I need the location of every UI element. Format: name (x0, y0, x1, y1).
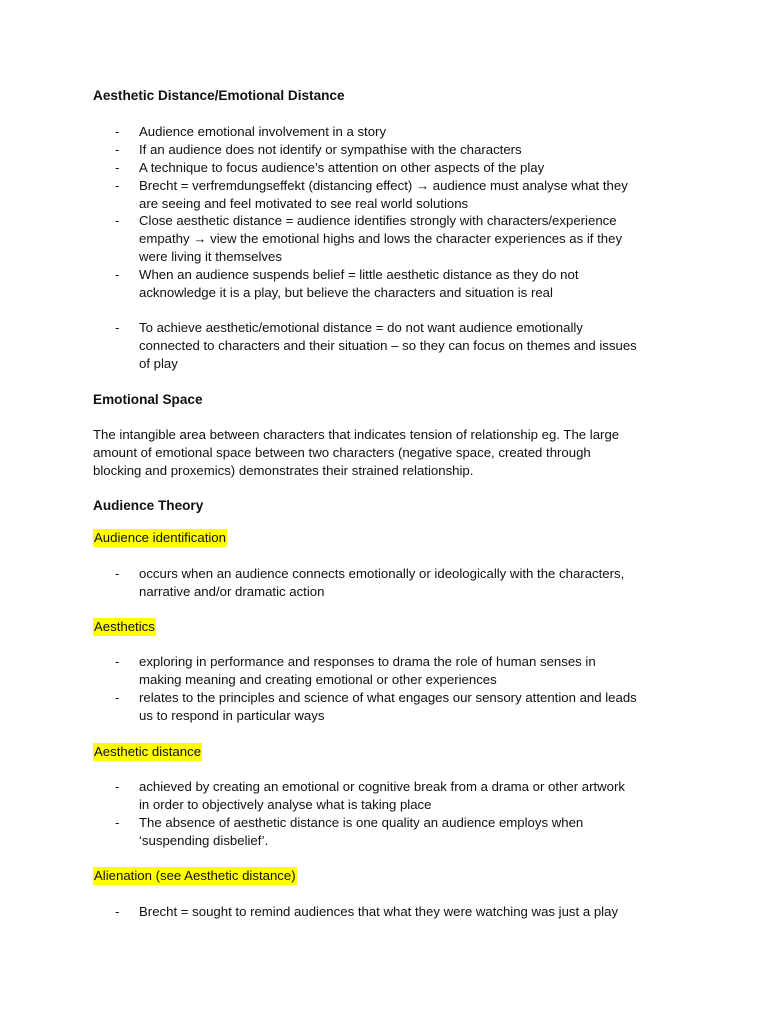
bullet-dash: - (115, 142, 120, 157)
bullet-text: The absence of aesthetic distance is one quality an audience employs when (139, 815, 584, 830)
bullet-dash: - (115, 178, 120, 193)
bullet-text: relates to the principles and science of what engages our sensory attention and leads (139, 690, 637, 705)
bullet-text: narrative and/or dramatic action (139, 584, 325, 599)
bullet-dash: - (115, 267, 120, 282)
bullet-text: achieved by creating an emotional or cognitive break from a drama or other artwork (139, 779, 625, 794)
highlighted-term: Alienation (see Aesthetic distance) (94, 868, 296, 883)
bullet-text: To achieve aesthetic/emotional distance = do not want audience emotionally (139, 320, 583, 335)
bullet-text: Brecht = sought to remind audiences that what they were watching was just a play (139, 904, 619, 919)
bullet-text: ‘suspending disbelief’. (139, 833, 269, 848)
bullet-text: acknowledge it is a play, but believe the characters and situation is real (139, 285, 553, 300)
paragraph-line: blocking and proxemics) demonstrates their strained relationship. (93, 463, 474, 478)
bullet-text: of play (139, 356, 178, 371)
highlighted-term: Audience identification (94, 530, 226, 545)
highlighted-term: Aesthetics (94, 619, 155, 634)
bullet-text: A technique to focus audience’s attention on other aspects of the play (139, 160, 545, 175)
bullet-text: If an audience does not identify or sympathise with the characters (139, 142, 522, 157)
bullet-dash: - (115, 904, 120, 919)
bullet-text: Close aesthetic distance = audience identifies strongly with characters/experience (139, 213, 617, 228)
bullet-dash: - (115, 654, 120, 669)
bullet-text: empathy → view the emotional highs and lows the character experiences as if they (139, 231, 623, 246)
bullet-text: Brecht = verfremdungseffekt (distancing effect) → audience must analyse what they (139, 178, 628, 193)
bullet-text: connected to characters and their situation – so they can focus on themes and issues (139, 338, 637, 353)
emotional-space-paragraph (93, 426, 673, 480)
term-audience-identification (93, 529, 227, 547)
bullet-text: exploring in performance and responses to drama the role of human senses in (139, 654, 596, 669)
bullet-dash: - (115, 779, 120, 794)
paragraph-line: amount of emotional space between two characters (negative space, created through (93, 445, 591, 460)
term-aesthetic-distance (93, 743, 202, 761)
heading-emotional-space: Emotional Space (93, 392, 203, 407)
bullet-dash: - (115, 566, 120, 581)
bullet-text: When an audience suspends belief = little aesthetic distance as they do not (139, 267, 579, 282)
bullet-text: us to respond in particular ways (139, 708, 325, 723)
bullet-dash: - (115, 213, 120, 228)
bullet-text: making meaning and creating emotional or other experiences (139, 672, 497, 687)
bullet-text: Audience emotional involvement in a story (139, 124, 387, 139)
bullet-text: in order to objectively analyse what is taking place (139, 797, 432, 812)
term-alienation (93, 867, 297, 885)
bullet-text: were living it themselves (139, 249, 282, 264)
heading-audience-theory: Audience Theory (93, 498, 204, 513)
bullet-text: are seeing and feel motivated to see real world solutions (139, 196, 469, 211)
bullet-dash: - (115, 160, 120, 175)
paragraph-line: The intangible area between characters that indicates tension of relationship eg. The large (93, 427, 620, 442)
heading-aesthetic-distance: Aesthetic Distance/Emotional Distance (93, 88, 345, 103)
bullet-dash: - (115, 320, 120, 335)
bullet-dash: - (115, 815, 120, 830)
bullet-dash: - (115, 124, 120, 139)
term-aesthetics (93, 618, 156, 636)
bullet-text: occurs when an audience connects emotionally or ideologically with the characters, (139, 566, 625, 581)
highlighted-term: Aesthetic distance (94, 744, 202, 759)
bullet-dash: - (115, 690, 120, 705)
